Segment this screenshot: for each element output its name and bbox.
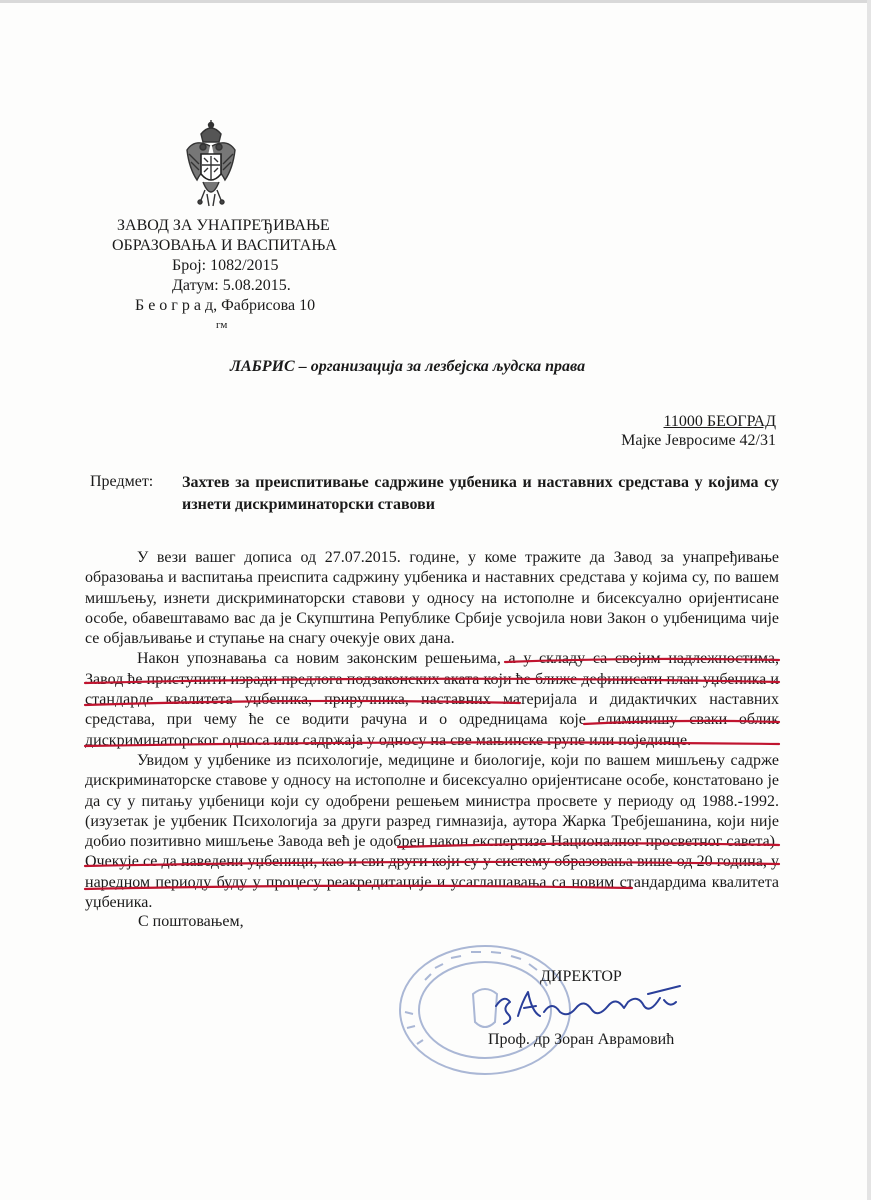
closing-greeting: С поштовањем,	[138, 913, 244, 930]
institution-name-line2: ОБРАЗОВАЊА И ВАСПИТАЊА	[112, 237, 337, 254]
body-paragraph-1: У вези вашег дописа од 27.07.2015. године, у коме тражите да Завод за унапређивање образовања и васпитања преиспита садржину уџбеника и наставних средстава у којима су, по вашем мишљењу, изнети дискриминаторски ставови у односу на истополне и бисексуално оријентисане особе, обавештавамо вас да је Скупштина Републике Србије усвојила нови Закон о уџбеницима чије се објављивање и ступање на снагу очекује ових дана.	[85, 549, 779, 648]
signatory-title: ДИРЕКТОР	[540, 968, 622, 985]
institution-name-line1: ЗАВОД ЗА УНАПРЕЂИВАЊЕ	[117, 217, 330, 234]
signatory-name: Проф. др Зоран Аврамовић	[488, 1031, 675, 1048]
subject-text: Захтев за преиспитивање садржине уџбеника и наставних средстава у којима су изнети дискриминаторски ставови	[182, 474, 779, 513]
handwritten-signature	[488, 972, 688, 1032]
scan-edge-top	[0, 0, 871, 3]
document-place: Б е о г р а д, Фабрисова 10	[135, 297, 316, 314]
body-paragraph-3: Увидом у уџбенике из психологије, медицине и биологије, који по вашем мишљењу садрже дискриминаторске ставове у односу на истополне и бисексуално оријентисане особе, констатовано је да су у питању уџбеници који су одобрени решењем министра просвете у периоду од 1988.-1992. (изузетак је уџбеник Психологија за други разред гимназија, аутора Жарка Требјешанина, који није добио позитивно мишљење Завода већ је одобрен након експертизе Националног просветног савета). Очекује се да наведени уџбеници, као и сви други који су у систему образовања више од 20 година, у наредном периоду буду у процесу реакредитације и усаглашавања са новим стандардима квалитета уџбеника.	[85, 751, 779, 912]
recipient-name: ЛАБРИС – организација за лезбејска људска права	[230, 358, 586, 375]
subject-label: Предмет:	[90, 473, 154, 490]
letter-body	[85, 548, 779, 913]
document-date: Датум: 5.08.2015.	[172, 277, 291, 294]
recipient-street: Мајке Јевросиме 42/31	[621, 432, 776, 449]
body-paragraph-2: Након упознавања са новим законским решењима, а у складу са својим надлежностима, Завод ће приступити изради предлога подзаконских аката који ће ближе дефинисати план уџбеника и стандарде квалитета уџбеника, приручника, наставних материјала и дидактичких наставних средстава, при чему ће се водити рачуна и о одредницама које елиминишу сваки облик дискриминаторског односа или садржаја у односу на све мањинске групе или појединце.	[85, 650, 779, 749]
coat-of-arms-icon	[183, 120, 239, 216]
scan-edge-right	[867, 0, 871, 1200]
author-initials: гм	[216, 319, 228, 331]
recipient-city: 11000 БЕОГРАД	[663, 413, 776, 430]
document-number: Број: 1082/2015	[172, 257, 279, 274]
